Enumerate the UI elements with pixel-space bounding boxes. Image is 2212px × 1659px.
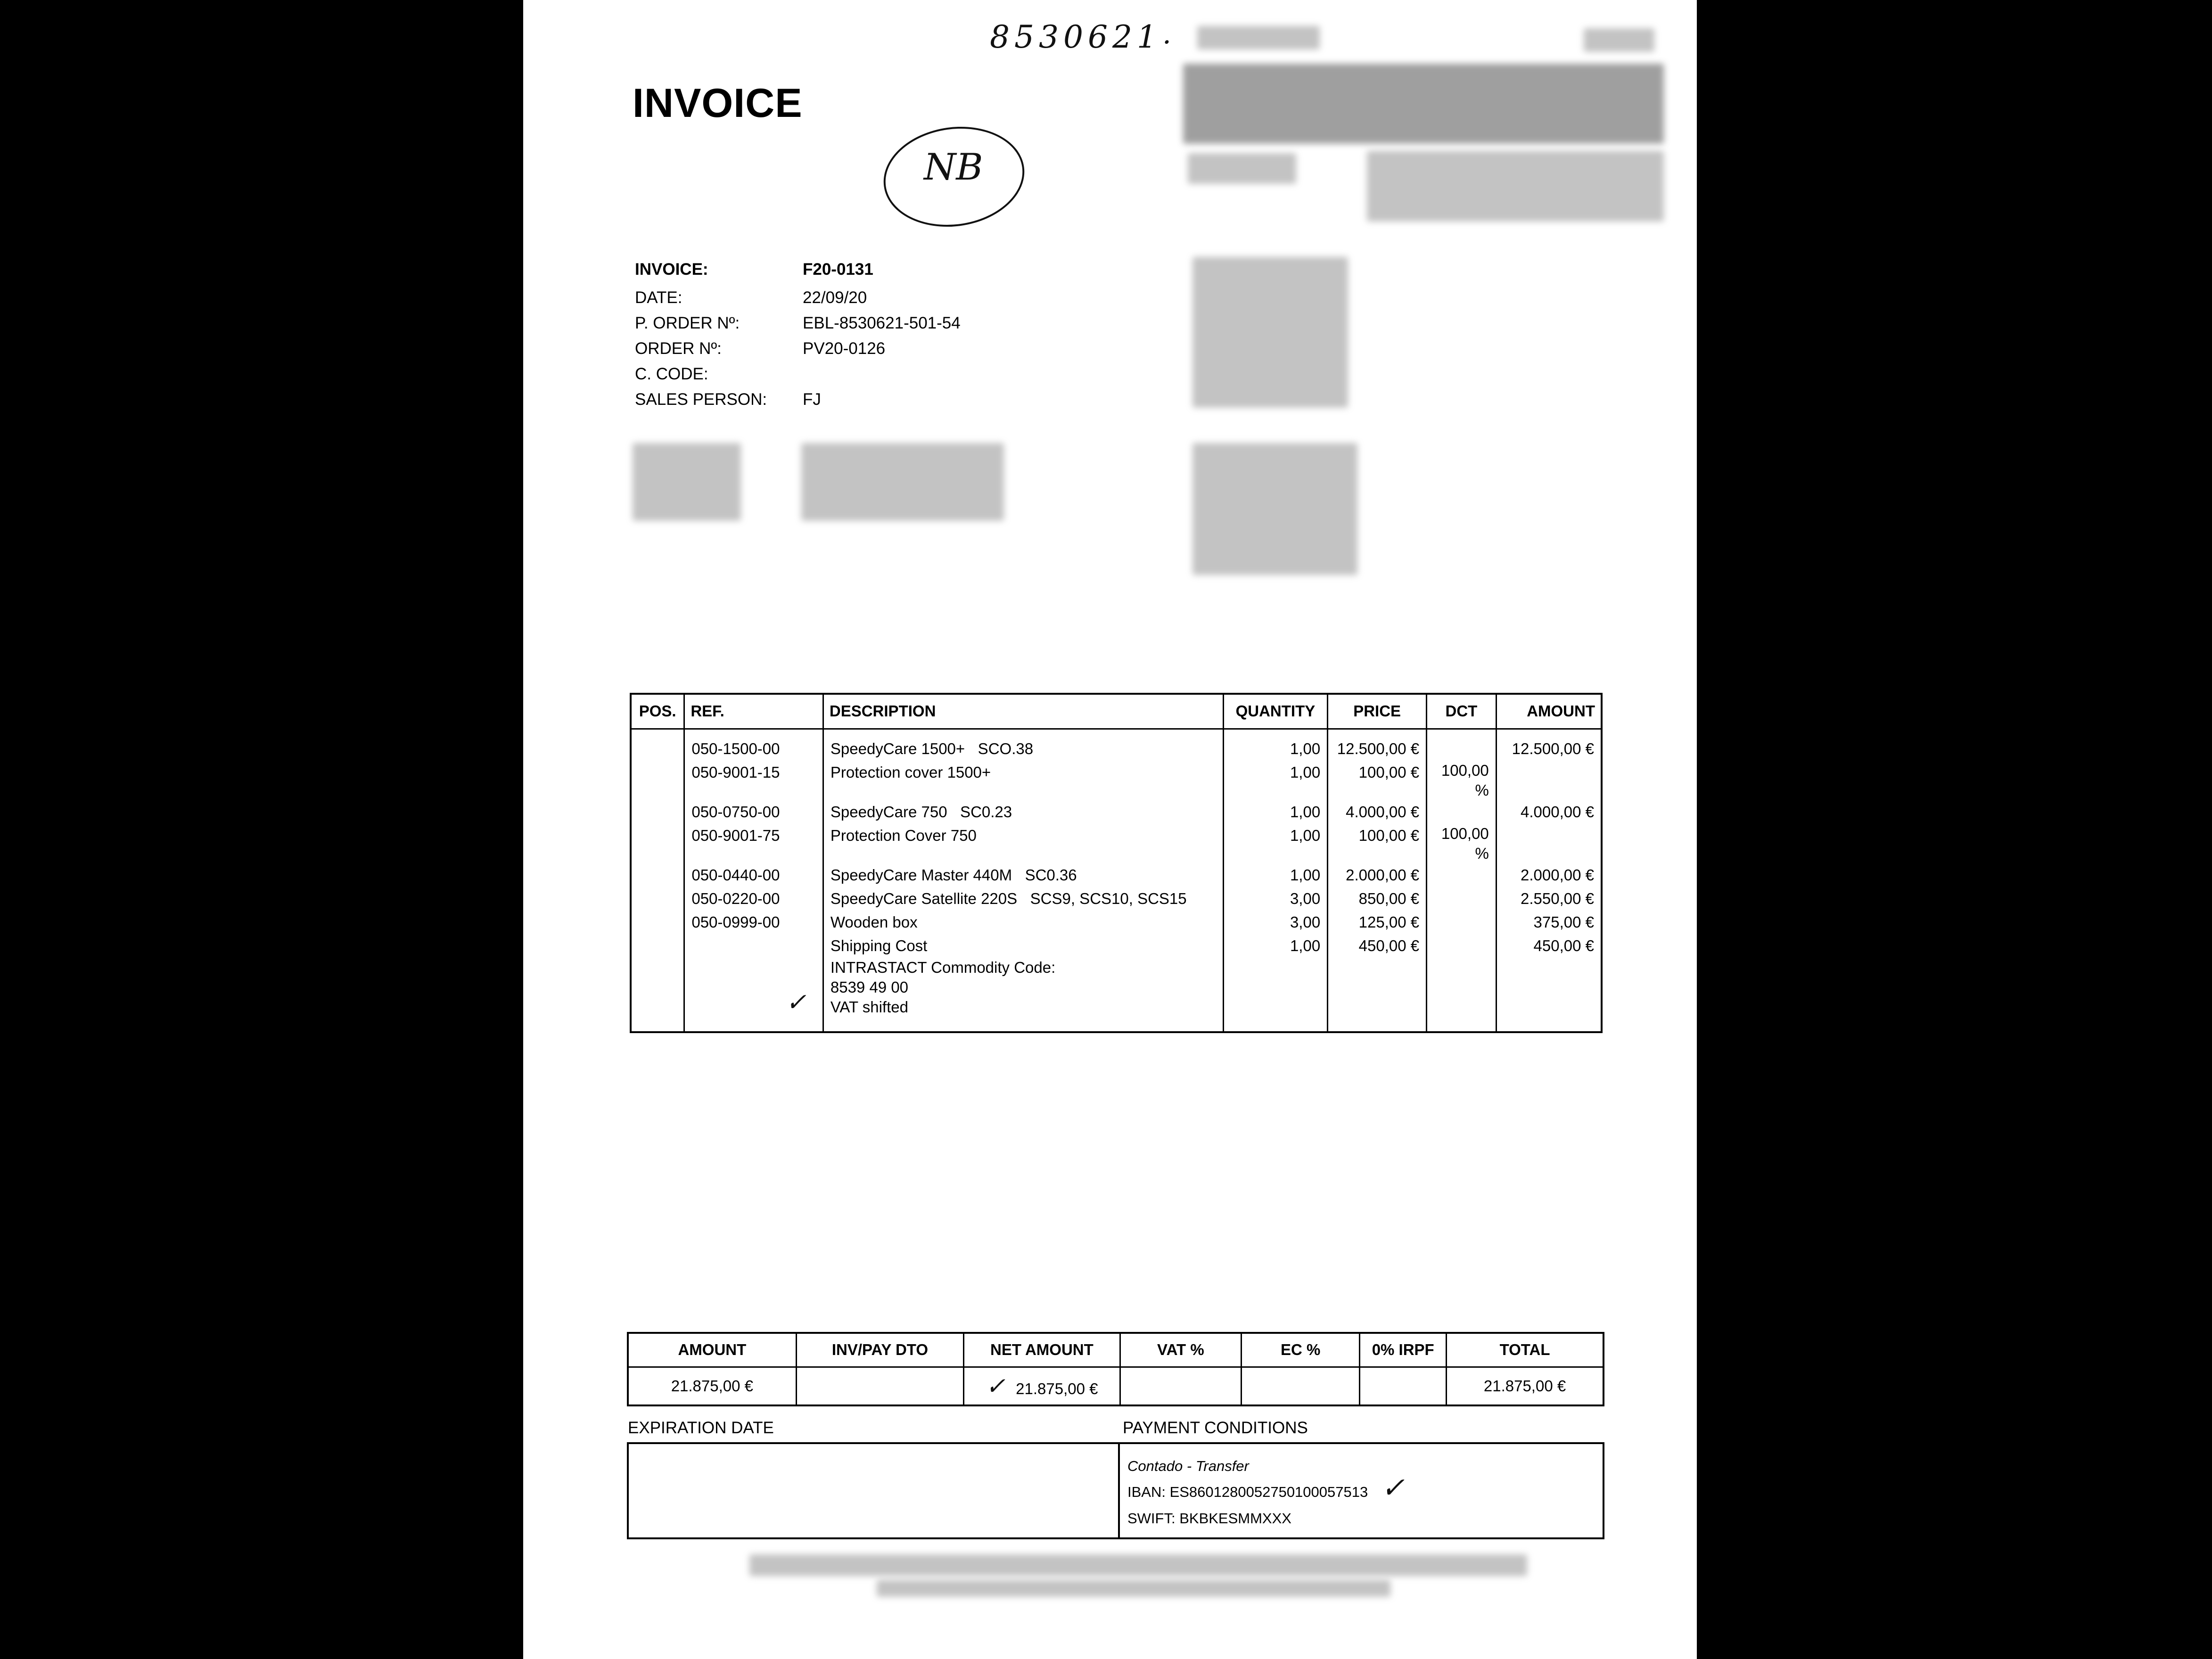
totals-vat	[1120, 1367, 1241, 1405]
item-amount	[1496, 824, 1602, 863]
swift: SWIFT: BKBKESMMXXX	[1127, 1510, 1291, 1527]
item-quantity: 1,00	[1223, 729, 1328, 761]
totals-header-net-amount: NET AMOUNT	[964, 1333, 1120, 1367]
column-header-dct: DCT	[1427, 694, 1497, 729]
totals-values-row	[628, 1367, 1603, 1405]
totals-header-irpf: 0% IRPF	[1360, 1333, 1447, 1367]
totals-table	[627, 1332, 1604, 1406]
item-quantity: 3,00	[1223, 887, 1328, 911]
order-label: ORDER Nº:	[635, 339, 722, 358]
item-quantity: 1,00	[1223, 934, 1328, 958]
item-discount	[1427, 887, 1497, 911]
item-price: 850,00 €	[1328, 887, 1427, 911]
item-amount: 12.500,00 €	[1496, 729, 1602, 761]
item-ref: 050-1500-00	[684, 729, 823, 761]
totals-irpf	[1360, 1367, 1447, 1405]
item-amount	[1496, 761, 1602, 800]
item-ref: 050-9001-75	[684, 824, 823, 863]
item-amount: 2.000,00 €	[1496, 863, 1602, 887]
item-description: Wooden box	[823, 911, 1223, 934]
totals-total: 21.875,00 €	[1447, 1367, 1603, 1405]
totals-header-discount: INV/PAY DTO	[796, 1333, 963, 1367]
redacted-footer-text	[749, 1554, 1527, 1576]
item-price: 125,00 €	[1328, 911, 1427, 934]
column-header-quantity: QUANTITY	[1223, 694, 1328, 729]
totals-amount: 21.875,00 €	[628, 1367, 796, 1405]
handwritten-checkmark: ✓	[1381, 1471, 1405, 1504]
item-amount: 375,00 €	[1496, 911, 1602, 934]
column-header-price: PRICE	[1328, 694, 1427, 729]
item-price: 100,00 €	[1328, 824, 1427, 863]
table-notes-row	[631, 958, 1602, 1032]
item-description: SpeedyCare Satellite 220S SCS9, SCS10, SCS15	[823, 887, 1223, 911]
item-description: SpeedyCare Master 440M SC0.36	[823, 863, 1223, 887]
totals-header-amount: AMOUNT	[628, 1333, 796, 1367]
item-ref: 050-0440-00	[684, 863, 823, 887]
item-price: 4.000,00 €	[1328, 800, 1427, 824]
customer-code-label: C. CODE:	[635, 365, 708, 383]
line-items-table	[630, 693, 1603, 1033]
item-ref: 050-9001-15	[684, 761, 823, 800]
payment-method: Contado - Transfer	[1127, 1458, 1249, 1474]
table-row	[631, 911, 1602, 934]
redacted-header-text	[1584, 28, 1654, 52]
item-price: 100,00 €	[1328, 761, 1427, 800]
table-row	[631, 824, 1602, 863]
item-discount: 100,00 %	[1427, 761, 1497, 800]
table-row	[631, 800, 1602, 824]
totals-header-row	[628, 1333, 1603, 1367]
item-quantity: 1,00	[1223, 800, 1328, 824]
invoice-number: F20-0131	[803, 260, 873, 279]
item-discount	[1427, 729, 1497, 761]
purchase-order-value: EBL-8530621-501-54	[803, 314, 961, 332]
totals-header-ec: EC %	[1242, 1333, 1360, 1367]
redacted-shipping-address	[1192, 443, 1357, 575]
item-quantity: 1,00	[1223, 863, 1328, 887]
vat-shifted-note: VAT shifted	[830, 998, 908, 1016]
date-value: 22/09/20	[803, 288, 867, 307]
table-row	[631, 761, 1602, 800]
date-label: DATE:	[635, 288, 683, 307]
order-value: PV20-0126	[803, 339, 886, 358]
item-discount	[1427, 911, 1497, 934]
item-discount: 100,00 %	[1427, 824, 1497, 863]
item-discount	[1427, 863, 1497, 887]
commodity-code-value: 8539 49 00	[830, 978, 909, 996]
redacted-header-text	[1197, 26, 1320, 49]
redacted-customer-details	[633, 443, 741, 521]
redacted-footer-text	[877, 1580, 1390, 1597]
handwritten-dot: ·	[1162, 26, 1172, 59]
totals-header-total: TOTAL	[1447, 1333, 1603, 1367]
sales-person-label: SALES PERSON:	[635, 390, 767, 409]
iban: IBAN: ES8601280052750100057513	[1127, 1484, 1368, 1500]
column-header-pos: POS.	[631, 694, 684, 729]
column-header-ref: REF.	[684, 694, 823, 729]
item-discount	[1427, 934, 1497, 958]
invoice-label: INVOICE:	[635, 260, 708, 279]
expiration-date-label: EXPIRATION DATE	[628, 1419, 774, 1437]
totals-net-amount: 21.875,00 €	[1016, 1380, 1098, 1397]
totals-discount	[796, 1367, 963, 1405]
table-row	[631, 934, 1602, 958]
handwritten-checkmark: ✓	[986, 1372, 1006, 1400]
item-price: 12.500,00 €	[1328, 729, 1427, 761]
column-header-amount: AMOUNT	[1496, 694, 1602, 729]
payment-conditions-label: PAYMENT CONDITIONS	[1123, 1419, 1308, 1437]
handwritten-initials: NB	[924, 146, 983, 189]
column-header-description: DESCRIPTION	[823, 694, 1223, 729]
item-description: SpeedyCare 1500+ SCO.38	[823, 729, 1223, 761]
redacted-company-address	[1367, 151, 1664, 222]
item-amount: 2.550,00 €	[1496, 887, 1602, 911]
item-ref: 050-0750-00	[684, 800, 823, 824]
item-description: Protection cover 1500+	[823, 761, 1223, 800]
item-ref: 050-0220-00	[684, 887, 823, 911]
item-description: SpeedyCare 750 SC0.23	[823, 800, 1223, 824]
item-quantity: 3,00	[1223, 911, 1328, 934]
redacted-customer-details	[801, 443, 1004, 521]
item-amount: 4.000,00 €	[1496, 800, 1602, 824]
item-price: 2.000,00 €	[1328, 863, 1427, 887]
totals-net-amount-cell	[964, 1367, 1120, 1405]
totals-header-vat: VAT %	[1120, 1333, 1241, 1367]
redacted-company-logo	[1183, 64, 1664, 144]
sales-person-value: FJ	[803, 390, 821, 409]
redacted-company-text	[1188, 153, 1296, 184]
item-description: Shipping Cost	[823, 934, 1223, 958]
table-header-row	[631, 694, 1602, 729]
commodity-code-label: INTRASTACT Commodity Code:	[830, 958, 1056, 976]
payment-box-divider	[1118, 1442, 1120, 1539]
invoice-page	[523, 0, 1697, 1659]
item-ref: 050-0999-00	[684, 911, 823, 934]
table-row	[631, 863, 1602, 887]
handwritten-checkmark: ✓	[786, 988, 806, 1017]
payment-box	[627, 1442, 1604, 1539]
item-price: 450,00 €	[1328, 934, 1427, 958]
table-row	[631, 887, 1602, 911]
item-quantity: 1,00	[1223, 761, 1328, 800]
purchase-order-label: P. ORDER Nº:	[635, 314, 740, 332]
table-row	[631, 729, 1602, 761]
item-discount	[1427, 800, 1497, 824]
item-ref	[684, 934, 823, 958]
item-quantity: 1,00	[1223, 824, 1328, 863]
totals-ec	[1242, 1367, 1360, 1405]
document-title: INVOICE	[633, 81, 803, 126]
item-amount: 450,00 €	[1496, 934, 1602, 958]
handwritten-order-number: 8530621	[990, 19, 1161, 55]
redacted-customer-address	[1192, 257, 1348, 408]
item-description: Protection Cover 750	[823, 824, 1223, 863]
